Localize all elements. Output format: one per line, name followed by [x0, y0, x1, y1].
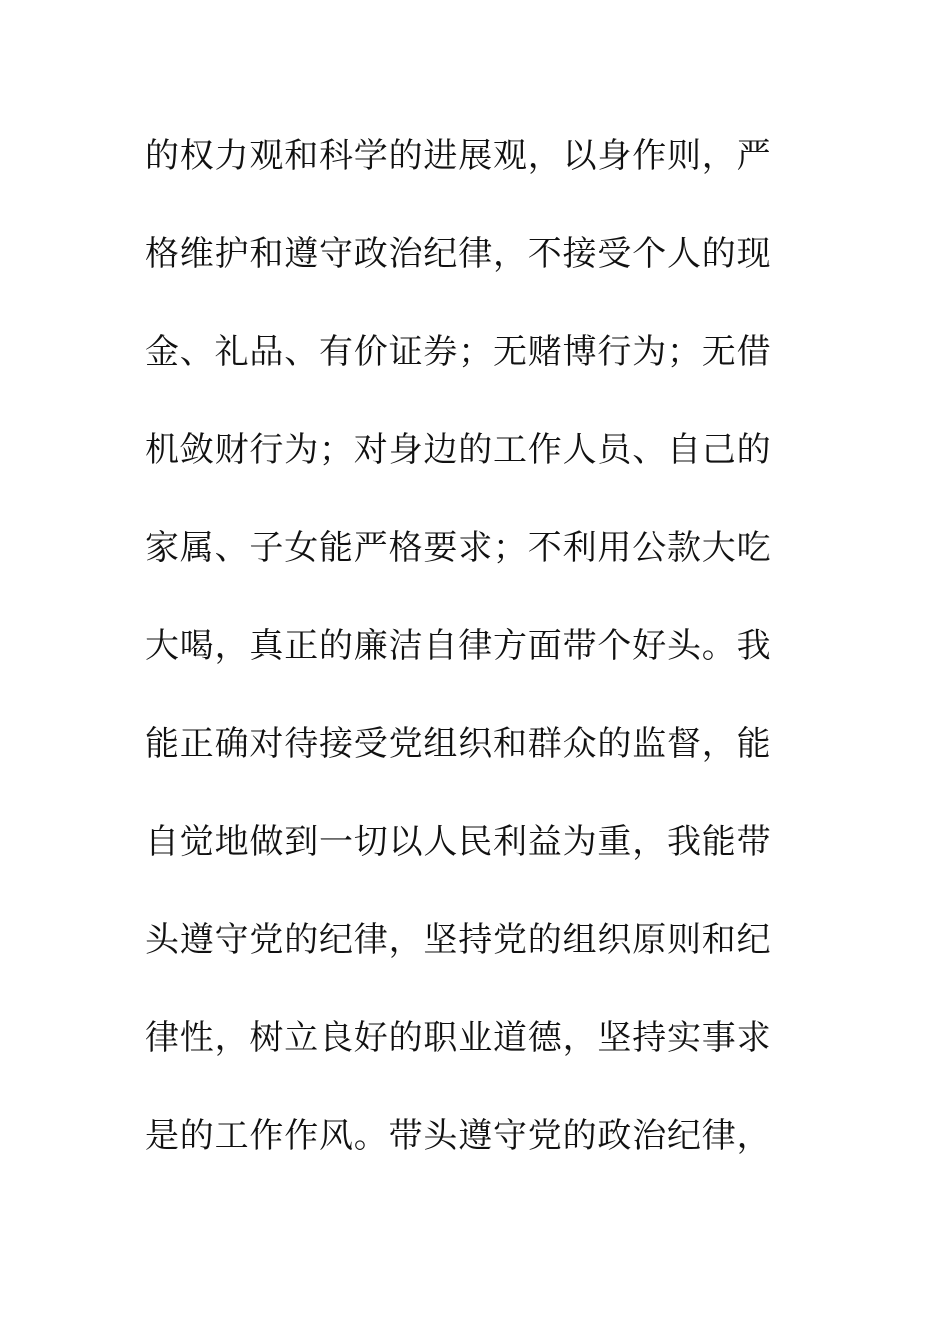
- text-line: 家属、子女能严格要求；不利用公款大吃: [145, 528, 772, 568]
- text-line: 的权力观和科学的进展观，以身作则，严: [145, 136, 772, 176]
- text-line: 格维护和遵守政治纪律，不接受个人的现: [145, 234, 772, 274]
- text-line: 金、礼品、有价证券；无赌博行为；无借: [145, 332, 772, 372]
- text-line: 自觉地做到一切以人民利益为重，我能带: [145, 822, 772, 862]
- text-line: 律性，树立良好的职业道德，坚持实事求: [145, 1018, 772, 1058]
- text-line: 是的工作作风。带头遵守党的政治纪律，: [145, 1116, 772, 1156]
- text-line: 大喝，真正的廉洁自律方面带个好头。我: [145, 626, 772, 666]
- body-text: [145, 124, 785, 1202]
- text-line: 机敛财行为；对身边的工作人员、自己的: [145, 430, 772, 470]
- text-line: 头遵守党的纪律，坚持党的组织原则和纪: [145, 920, 772, 960]
- text-line: 能正确对待接受党组织和群众的监督，能: [145, 724, 772, 764]
